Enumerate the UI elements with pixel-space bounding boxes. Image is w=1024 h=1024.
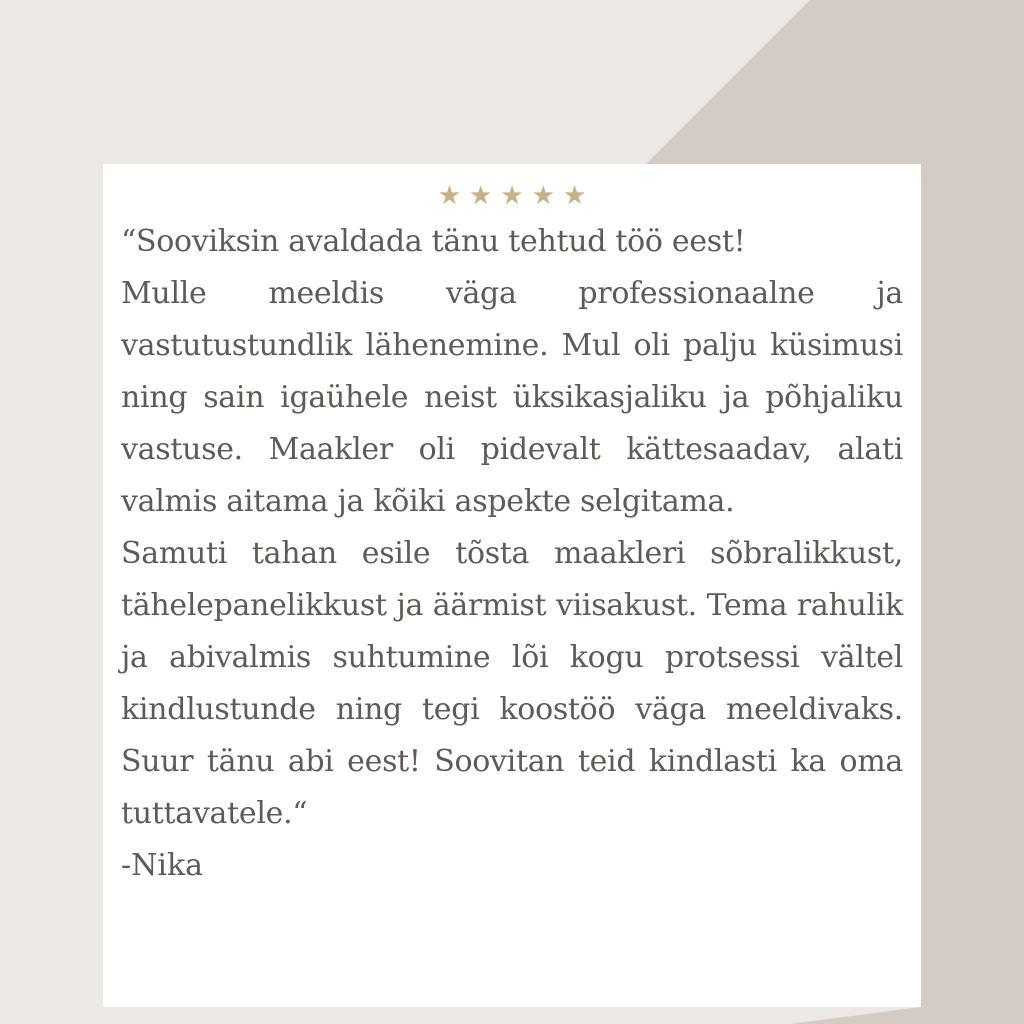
review-text	[121, 216, 903, 840]
review-paragraph-3: Samuti tahan esile tõsta maakleri sõbralikkust, tähelepanelikkust ja äärmist viisakust. Tema rahulik ja abivalmis suhtumine lõi kogu protsessi vältel kindlustunde ning tegi koostöö väga meeldivaks. Suur tänu abi eest! Soovitan teid kindlasti ka oma tuttavatele.“	[121, 536, 903, 831]
star-icon: ★	[469, 181, 493, 211]
star-icon: ★	[500, 181, 524, 211]
star-icon: ★	[562, 181, 587, 211]
testimonial-card	[103, 164, 921, 1007]
review-paragraph-1: “Sooviksin avaldada tänu tehtud töö eest!	[121, 224, 746, 259]
star-icon: ★	[531, 181, 555, 211]
review-author: -Nika	[121, 848, 204, 883]
star-icon: ★	[437, 181, 462, 211]
review-paragraph-2: Mulle meeldis väga professionaalne ja vastutustundlik lähenemine. Mul oli palju küsimusi ning sain igaühele neist üksikasjaliku ja põhjaliku vastuse. Maakler oli pidevalt kättesaadav, alati valmis aitama ja kõiki aspekte selgitama.	[121, 276, 903, 519]
star-rating	[121, 180, 903, 212]
